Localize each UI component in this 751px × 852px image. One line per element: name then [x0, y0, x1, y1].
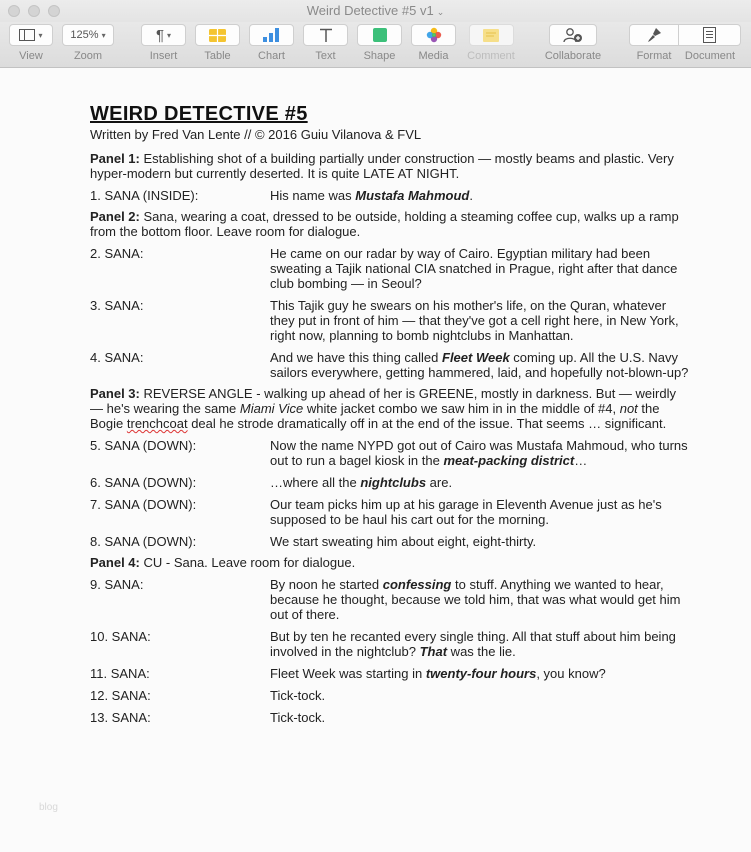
dialogue: Tick-tock.	[270, 688, 326, 703]
speaker: 6. SANA (DOWN):	[90, 475, 197, 490]
zoom-value: 125%	[70, 29, 99, 41]
panel-text: REVERSE ANGLE - walking up ahead of her is GREENE, mostly in darkness. But — weirdly — he's wearing the same	[90, 386, 676, 416]
dialogue-line-7	[90, 497, 690, 527]
panel-label: Panel 1:	[90, 151, 140, 166]
dialogue-text: …where all the	[270, 475, 361, 490]
panel-text: white jacket combo we saw him in in the middle of #4,	[303, 401, 620, 416]
speaker: 1. SANA (INSIDE):	[90, 188, 199, 203]
chevron-down-icon: ▾	[167, 30, 172, 40]
toolbar	[0, 22, 751, 68]
format-label: Format	[636, 50, 672, 62]
dialogue	[270, 438, 690, 468]
dialogue-text: are.	[426, 475, 453, 490]
text-button[interactable]	[303, 24, 348, 62]
dialogue-text: coming up. All the U.S. Navy sailors everywhere, getting hammered, laid, and hopefully not-blown-up?	[270, 350, 689, 380]
misspelled-word[interactable]: trenchcoat	[126, 416, 188, 431]
dialogue-line-5	[90, 438, 690, 468]
comment-button[interactable]	[465, 24, 517, 62]
dialogue-text: But by ten he recanted every single thing. All that stuff about him being involved in the nightclub?	[270, 629, 676, 659]
collaborate-icon	[563, 27, 583, 43]
view-button-box	[9, 24, 53, 46]
speaker: 9. SANA:	[90, 577, 144, 592]
dialogue-line-10	[90, 629, 690, 659]
collaborate-label: Collaborate	[544, 50, 602, 62]
dialogue: Our team picks him up at his garage in Eleventh Avenue just as he's supposed to be haul his cart out for the morning.	[270, 497, 662, 527]
shape-button-box	[357, 24, 402, 46]
document-button[interactable]	[679, 24, 741, 62]
speaker: 12. SANA:	[90, 688, 151, 703]
insert-label: Insert	[149, 50, 178, 62]
text-icon	[319, 28, 333, 42]
dialogue: We start sweating him about eight, eight-thirty.	[270, 534, 537, 549]
panel-label: Panel 4:	[90, 555, 140, 570]
dialogue-line-13	[90, 710, 690, 725]
chevron-down-icon: ▾	[38, 30, 43, 40]
panel-3-description	[90, 386, 690, 431]
shape-label: Shape	[363, 50, 396, 62]
shape-icon	[373, 28, 387, 42]
paintbrush-icon	[646, 27, 662, 43]
document-button-box	[679, 24, 741, 46]
dialogue	[270, 666, 690, 681]
dialogue-emphasis: twenty-four hours	[425, 666, 537, 681]
view-button[interactable]	[9, 24, 53, 62]
table-button-box	[195, 24, 240, 46]
panel-text: Sana, wearing a coat, dressed to be outside, holding a steaming coffee cup, walks up a ramp from the bottom floor. Leave room for dialogue.	[90, 209, 679, 239]
media-button[interactable]	[411, 24, 456, 62]
photos-icon	[426, 27, 442, 43]
format-button-box	[629, 24, 679, 46]
speaker: 11. SANA:	[90, 666, 150, 681]
dialogue: Tick-tock.	[270, 710, 326, 725]
dialogue-line-1	[90, 188, 690, 203]
zoom-button[interactable]	[62, 24, 114, 62]
dialogue-text: Now the name NYPD got out of Cairo was Mustafa Mahmoud, who turns out to run a bagel kiosk in the	[270, 438, 688, 468]
collaborate-button-box	[549, 24, 597, 46]
script-title: WEIRD DETECTIVE #5	[90, 103, 308, 125]
script-byline: Written by Fred Van Lente // © 2016 Guiu Vilanova & FVL	[90, 127, 422, 142]
speaker: 8. SANA (DOWN):	[90, 534, 197, 549]
window-title[interactable]	[0, 3, 751, 18]
panel-italic: not	[619, 401, 638, 416]
panel-text: CU - Sana. Leave room for dialogue.	[143, 555, 356, 570]
insert-button-box	[141, 24, 186, 46]
dialogue: This Tajik guy he swears on his mother's life, on the Quran, whatever they put in front of him — that they've got a cell right here, in New York, right now, planning to bomb nightclubs in Manhattan.	[270, 298, 679, 343]
dialogue-text: And we have this thing called	[270, 350, 442, 365]
speaker: 10. SANA:	[90, 629, 151, 644]
speaker: 3. SANA:	[90, 298, 144, 313]
speaker: 13. SANA:	[90, 710, 151, 725]
chart-icon	[263, 28, 280, 42]
panel-text: Establishing shot of a building partially under construction — mostly beams and plastic. Very hyper-modern but currently deserted. It is quite LATE AT NIGHT.	[90, 151, 674, 181]
comment-label: Comment	[467, 50, 515, 62]
dialogue-line-11	[90, 666, 690, 681]
dialogue: He came on our radar by way of Cairo. Egyptian military had been sweating a Tajik national CIA snatched in Prague, right after that dance club bombing — in Seoul?	[270, 246, 678, 291]
dialogue-text: His name was	[270, 188, 356, 203]
chevron-down-icon: ⌄	[436, 7, 445, 17]
panel-2-description	[90, 209, 690, 239]
chart-button-box	[249, 24, 294, 46]
speaker: 4. SANA:	[90, 350, 144, 365]
dialogue-emphasis: meat-packing district	[443, 453, 575, 468]
view-label: View	[19, 50, 43, 62]
shape-button[interactable]	[357, 24, 402, 62]
dialogue-line-8	[90, 534, 690, 549]
dialogue-emphasis: confessing	[382, 577, 452, 592]
chart-button[interactable]	[249, 24, 294, 62]
insert-button[interactable]	[141, 24, 186, 62]
chevron-down-icon: ▾	[101, 30, 106, 40]
dialogue-line-12	[90, 688, 690, 703]
watermark: blog	[39, 802, 58, 813]
table-button[interactable]	[195, 24, 240, 62]
dialogue-text: to stuff. Anything we wanted to hear, because he thought, because we told him, that was what would get him out of there.	[270, 577, 681, 622]
collaborate-button[interactable]	[543, 24, 603, 62]
speaker: 7. SANA (DOWN):	[90, 497, 197, 512]
dialogue-text: …	[574, 453, 588, 468]
dialogue-line-9	[90, 577, 690, 622]
text-label: Text	[315, 50, 336, 62]
comment-button-box	[469, 24, 514, 46]
dialogue-emphasis: That	[419, 644, 448, 659]
panel-label: Panel 3:	[90, 386, 140, 401]
dialogue-emphasis: Fleet Week	[442, 350, 510, 365]
sidebar-icon	[19, 29, 35, 41]
dialogue-line-4	[90, 350, 690, 380]
chart-label: Chart	[258, 50, 285, 62]
panel-text: the Bogie	[90, 401, 660, 431]
dialogue	[270, 350, 690, 380]
dialogue-line-3	[90, 298, 690, 343]
dialogue-text: , you know?	[536, 666, 606, 681]
dialogue-text: .	[469, 188, 473, 203]
speaker: 2. SANA:	[90, 246, 144, 261]
panel-text: deal he strode dramatically off in at the end of the issue. That seems … significant.	[187, 416, 667, 431]
dialogue	[270, 188, 690, 203]
title-bar	[0, 0, 751, 22]
media-label: Media	[418, 50, 449, 62]
dialogue	[270, 629, 690, 659]
dialogue-line-6	[90, 475, 690, 490]
document-icon	[703, 27, 716, 43]
panel-label: Panel 2:	[90, 209, 140, 224]
panel-4-description	[90, 555, 690, 570]
dialogue	[270, 475, 690, 490]
panel-1-description	[90, 151, 690, 181]
table-icon	[209, 29, 226, 42]
speaker: 5. SANA (DOWN):	[90, 438, 197, 453]
window-title-text: Weird Detective #5 v1	[306, 3, 434, 18]
dialogue-line-2	[90, 246, 690, 291]
pilcrow-icon: ¶	[155, 26, 165, 44]
dialogue	[270, 577, 690, 622]
panel-italic: Miami Vice	[239, 401, 304, 416]
dialogue-text: was the lie.	[447, 644, 516, 659]
zoom-button-box	[62, 24, 114, 46]
zoom-label: Zoom	[73, 50, 103, 62]
dialogue-emphasis: nightclubs	[360, 475, 427, 490]
document-label: Document	[684, 50, 736, 62]
media-button-box	[411, 24, 456, 46]
dialogue-text: By noon he started	[270, 577, 383, 592]
format-button[interactable]	[629, 24, 679, 62]
document-page[interactable]	[90, 102, 690, 725]
dialogue-text: Fleet Week was starting in	[270, 666, 426, 681]
comment-icon	[483, 29, 499, 42]
table-label: Table	[204, 50, 231, 62]
dialogue-emphasis: Mustafa Mahmoud	[355, 188, 470, 203]
text-button-box	[303, 24, 348, 46]
